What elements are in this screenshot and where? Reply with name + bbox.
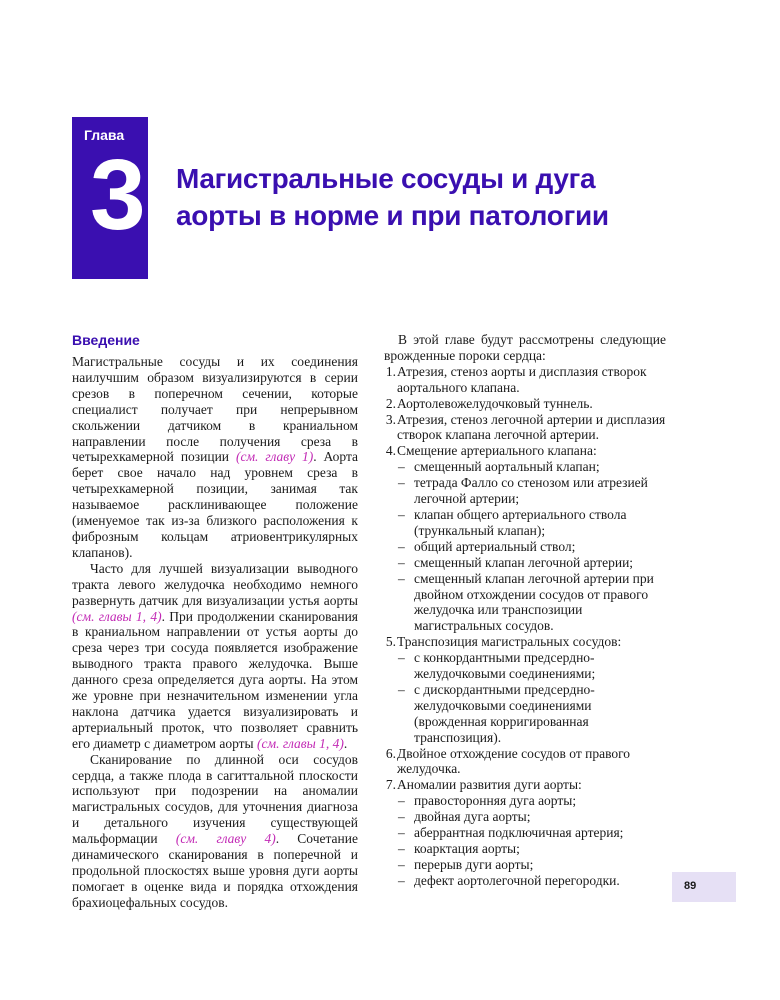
sub-list-text: с конкордантными предсердно-желудочковыми соединениями; — [414, 650, 596, 682]
sub-list-item — [384, 873, 666, 889]
sub-list-text: дефект аортолегочной перегородки. — [414, 872, 620, 888]
paragraph-2-text-3: . — [343, 735, 348, 751]
sub-list-text: двойная дуга аорты; — [414, 809, 531, 825]
dash-bullet: – — [398, 506, 405, 522]
cross-reference-link[interactable]: (см. главы 1, 4) — [257, 735, 344, 751]
sub-list-text: клапан общего артериального ствола (трункальный клапан); — [414, 506, 627, 538]
paragraph-3-text-1: Сканирование по длинной оси сосудов сердца, а также плода в сагиттальной плоскости используют при подозрении на аномалии магистральных сосудов, для уточнения диагноза и детального изучения существующей мальформации — [72, 751, 358, 847]
left-column — [72, 332, 358, 911]
list-text: Смещение артериального клапана: — [397, 443, 597, 459]
paragraph-3-text-2: . Сочетание динамического сканирования в поперечной и продольной плоскостях выше уровня дуги аорты помогает в оценке вида и порядка отхождения брахиоцефальных сосудов. — [72, 831, 358, 910]
sub-list-text: с дискордантными предсердно-желудочковыми соединениями (врожденная корригированная транспозиция). — [414, 681, 595, 745]
paragraph-2 — [72, 561, 358, 752]
sub-list-text: перерыв дуги аорты; — [414, 856, 534, 872]
list-number: 3. — [385, 411, 396, 427]
sub-list-text: правосторонняя дуга аорты; — [414, 793, 577, 809]
sub-list-item — [384, 539, 666, 555]
list-item — [384, 634, 666, 650]
sub-list-item — [384, 841, 666, 857]
sub-list-item — [384, 793, 666, 809]
paragraph-3 — [72, 752, 358, 911]
sub-list-item — [384, 857, 666, 873]
list-number: 6. — [385, 745, 396, 761]
page-number: 89 — [684, 880, 697, 892]
list-text: Атрезия, стеноз легочной артерии и дисплазия створок клапана легочной артерии. — [397, 411, 666, 443]
sub-list-item — [384, 571, 666, 635]
chapter-title — [176, 160, 736, 234]
dash-bullet: – — [398, 809, 405, 825]
cross-reference-link[interactable]: (см. главу 1) — [235, 449, 314, 465]
sub-list-text: аберрантная подключичная артерия; — [414, 825, 624, 841]
cross-reference-link[interactable]: (см. главы 1, 4) — [72, 608, 162, 624]
list-intro: В этой главе будут рассмотрены следующие врожденные пороки сердца: — [384, 332, 666, 363]
paragraph-2-text-1: Часто для лучшей визуализации выводного тракта левого желудочка необходимо немного развернуть датчик для визуализации устья аорты — [72, 560, 358, 608]
paragraph-1-text-2: . Аорта берет свое начало над уровнем среза в четырехкамерной позиции, занимая так называемое расклинивающее положение (именуемое так из-за близкого расположения к фиброзным кольцам атриовентрикулярных клапанов). — [72, 449, 359, 560]
chapter-label: Глава — [84, 127, 125, 143]
sub-list-item — [384, 825, 666, 841]
list-text: Аномалии развития дуги аорты: — [397, 777, 582, 793]
list-number: 4. — [385, 443, 396, 459]
sub-list-item — [384, 809, 666, 825]
list-number: 2. — [385, 395, 396, 411]
dash-bullet: – — [398, 856, 405, 872]
chapter-title-line-1: Магистральные сосуды и дуга — [176, 163, 596, 194]
list-item — [384, 364, 666, 396]
list-number: 7. — [385, 777, 396, 793]
chapter-number: 3 — [90, 139, 146, 251]
cross-reference-link[interactable]: (см. главу 4) — [175, 831, 276, 847]
sub-list-item — [384, 650, 666, 682]
chapter-badge — [72, 117, 148, 279]
sub-list-item — [384, 507, 666, 539]
list-text: Двойное отхождение сосудов от правого желудочка. — [397, 745, 631, 777]
dash-bullet: – — [398, 538, 405, 554]
dash-bullet: – — [398, 825, 405, 841]
list-text: Атрезия, стеноз аорты и дисплазия створок аортального клапана. — [397, 363, 647, 395]
dash-bullet: – — [398, 459, 405, 475]
sub-list-text: смещенный клапан легочной артерии; — [414, 554, 634, 570]
dash-bullet: – — [398, 570, 405, 586]
paragraph-1 — [72, 354, 358, 561]
dash-bullet: – — [398, 841, 405, 856]
sub-list-text: смещенный аортальный клапан; — [414, 459, 600, 475]
sub-list-text: общий артериальный ствол; — [414, 538, 576, 554]
sub-list-text: коарктация аорты; — [414, 841, 520, 856]
sub-list-item — [384, 475, 666, 507]
list-item — [384, 746, 666, 778]
dash-bullet: – — [398, 650, 405, 666]
list-number: 1. — [385, 363, 396, 379]
sub-list-item — [384, 682, 666, 746]
list-item — [384, 396, 666, 412]
list-item — [384, 412, 666, 444]
dash-bullet: – — [398, 554, 405, 570]
list-number: 5. — [385, 634, 396, 650]
right-column — [384, 332, 666, 889]
page-number-tab — [672, 872, 736, 902]
dash-bullet: – — [398, 793, 405, 809]
dash-bullet: – — [398, 681, 405, 697]
dash-bullet: – — [398, 475, 405, 491]
list-item — [384, 443, 666, 459]
section-heading: Введение — [72, 332, 140, 348]
sub-list-text: тетрада Фалло со стенозом или атрезией легочной артерии; — [414, 475, 648, 507]
chapter-title-line-2: аорты в норме и при патологии — [176, 200, 609, 231]
sub-list-text: смещенный клапан легочной артерии при двойном отхождении сосудов от правого желудочка или транспозиции магистральных сосудов. — [414, 570, 654, 634]
dash-bullet: – — [398, 872, 405, 888]
list-item — [384, 777, 666, 793]
list-text: Аортолевожелудочковый туннель. — [397, 395, 593, 411]
sub-list-item — [384, 459, 666, 475]
paragraph-2-text-2: . При продолжении сканирования в краниальном направлении от устья аорты до среза через три сосуда появляется изображение выводного тракта правого желудочка. Выше данного среза определяется дуга аорты. На этом же уровне при незначительном изменении угла наклона датчика удается визуализировать и артериальный проток, что позволяет сравнить его диаметр с диаметром аорты — [72, 608, 358, 751]
sub-list-item — [384, 555, 666, 571]
paragraph-1-text-1: Магистральные сосуды и их соединения наилучшим образом визуализируются в серии срезов в поперечном сечении, которые специалист получает при непрерывном скольжении датчиком в краниальном направлении после получения среза в четырехкамерной позиции — [72, 354, 358, 465]
list-text: Транспозиция магистральных сосудов: — [397, 634, 622, 650]
